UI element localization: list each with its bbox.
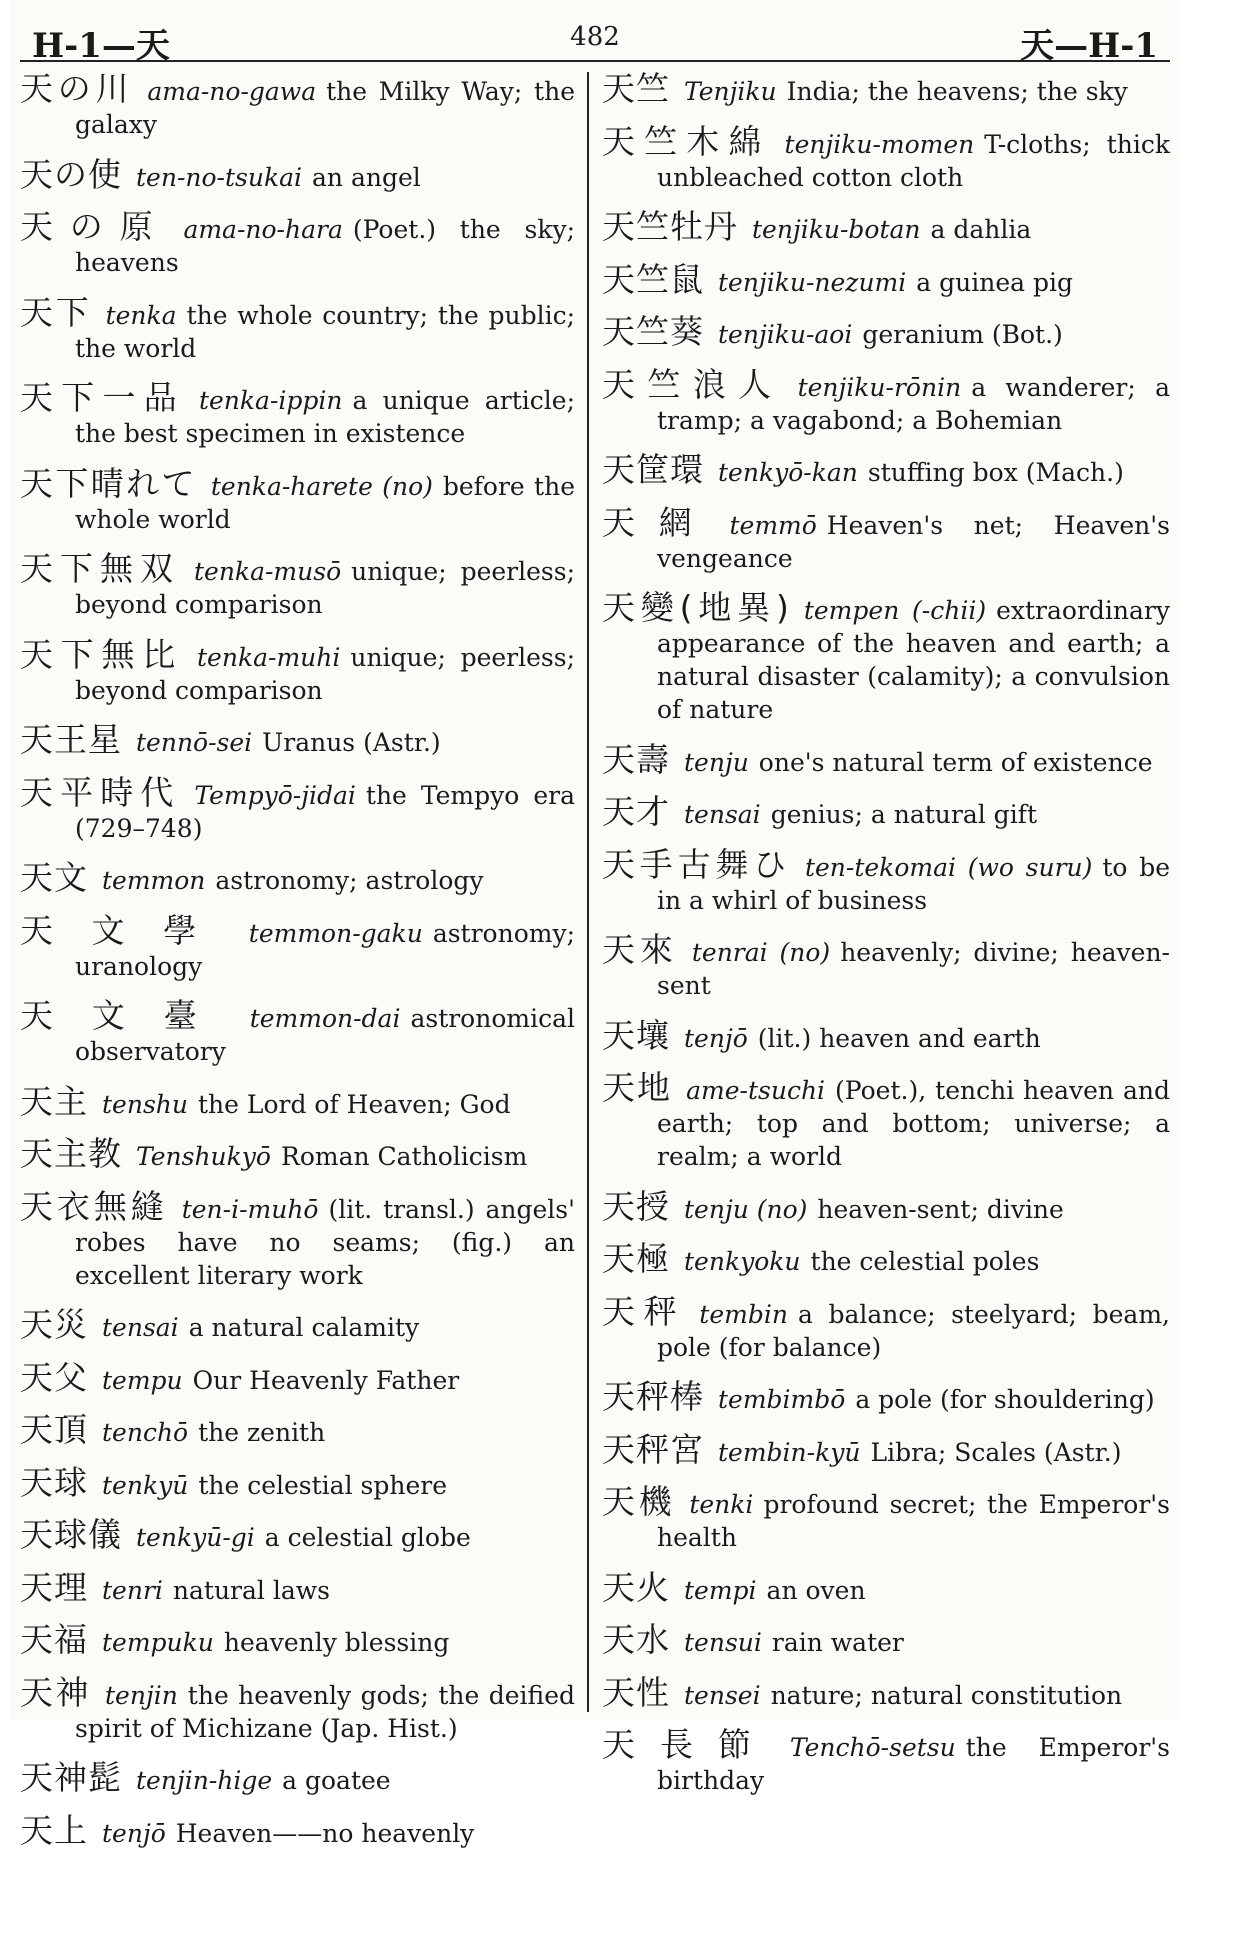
entry-romaji: tenri (102, 1575, 163, 1605)
dictionary-entry (602, 502, 1170, 575)
dictionary-entry (602, 364, 1171, 437)
page-number: 482 (570, 22, 620, 52)
entry-romaji: temmō (729, 510, 817, 540)
entry-romaji: tembin (699, 1299, 788, 1329)
entry-headword: 天文 (20, 858, 88, 897)
dictionary-entry (602, 207, 1170, 246)
entry-headword: 天壽 (602, 739, 670, 779)
dictionary-entry (602, 1567, 1170, 1607)
dictionary-entry (602, 1015, 1170, 1055)
dictionary-entry (602, 1068, 1171, 1173)
entry-definition: a natural calamity (188, 1313, 420, 1342)
entry-definition: natural laws (172, 1575, 330, 1605)
entry-headword: 天才 (602, 792, 670, 831)
dictionary-entry (602, 1377, 1170, 1416)
entry-definition: rain water (771, 1628, 904, 1657)
entry-headword: 天の使 (20, 154, 122, 194)
entry-definition: astronomy; uranology (75, 918, 575, 981)
entry-headword: 天地 (602, 1068, 673, 1107)
entry-headword: 天下 (20, 292, 92, 332)
entry-definition: extraordinary appearance of the heaven and earth; a natural disaster (calamity); a convulsion of nature (657, 596, 1170, 724)
entry-headword: 天下晴れて (20, 463, 197, 503)
entry-definition: India; the heavens; the sky (786, 77, 1128, 106)
entry-headword: 天王星 (20, 720, 122, 759)
dictionary-entry (602, 1725, 1170, 1797)
entry-definition: heavenly; divine; heaven-sent (657, 938, 1170, 1000)
dictionary-entry (20, 1410, 575, 1449)
entry-romaji: tennō-sei (136, 728, 253, 757)
entry-romaji: tenka (105, 300, 177, 330)
dictionary-entry (602, 1291, 1170, 1364)
entry-romaji: tensai (684, 800, 761, 829)
entry-definition: Heaven——no heavenly (175, 1818, 475, 1848)
dictionary-entry (20, 1081, 575, 1121)
entry-headword: 天神髭 (20, 1758, 122, 1797)
entry-romaji: tenjiku-aoi (718, 320, 853, 349)
entry-romaji: tenjin-hige (136, 1766, 273, 1795)
entry-romaji: tempen (-chii) (803, 596, 987, 625)
entry-headword: 天文學 (20, 910, 235, 950)
dictionary-entry (20, 858, 575, 897)
entry-headword: 天來 (602, 930, 678, 969)
entry-romaji: tenkyoku (684, 1247, 801, 1276)
entry-headword: 天性 (602, 1672, 670, 1712)
dictionary-entry (602, 121, 1171, 194)
entry-definition: a wanderer; a tramp; a vagabond; a Bohemian (657, 372, 1171, 435)
dictionary-entry (602, 588, 1170, 726)
entry-headword: 天文臺 (20, 996, 236, 1035)
entry-romaji: tembimbō (718, 1385, 846, 1414)
entry-romaji: tenki (689, 1490, 754, 1519)
dictionary-entry (602, 1239, 1170, 1278)
entry-headword: 天手古舞ひ (602, 844, 791, 884)
entry-romaji: tenju (no) (684, 1194, 808, 1224)
entry-romaji: tenjō (684, 1023, 748, 1053)
dictionary-entry (20, 1305, 575, 1344)
entry-definition: heavenly blessing (223, 1628, 450, 1657)
entry-headword: 天神 (20, 1672, 91, 1712)
entry-headword: 天平時代 (20, 772, 181, 812)
entry-romaji: tenjiku-rōnin (797, 372, 962, 402)
entry-romaji: tenkyū-gi (136, 1523, 255, 1552)
entry-definition: astronomy; astrology (215, 866, 484, 895)
entry-definition: nature; natural constitution (770, 1680, 1123, 1710)
entry-romaji: Tempyō-jidai (194, 780, 356, 810)
entry-headword: 天極 (602, 1239, 670, 1278)
entry-romaji: tenkyū (102, 1470, 189, 1500)
entry-headword: 天水 (602, 1620, 670, 1659)
entry-romaji: ame-tsuchi (686, 1076, 826, 1105)
dictionary-entry (20, 207, 576, 279)
entry-definition: the heavenly gods; the deified spirit of Michizane (Jap. Hist.) (75, 1680, 575, 1743)
entry-headword: 天變(地異) (602, 588, 790, 627)
entry-headword: 天竺牡丹 (602, 207, 738, 246)
entry-definition: the celestial poles (810, 1247, 1040, 1276)
entry-headword: 天下無比 (20, 634, 183, 674)
header-left-guide: H-1—天 (32, 26, 170, 66)
entry-headword: 天秤宮 (602, 1429, 704, 1469)
dictionary-entry (20, 1620, 575, 1659)
entry-headword: 天主 (20, 1081, 88, 1121)
dictionary-entry (20, 720, 575, 759)
entry-headword: 天秤 (602, 1291, 686, 1331)
right-column (602, 69, 1171, 1814)
dictionary-entry (602, 739, 1170, 779)
entry-headword: 天秤棒 (602, 1377, 704, 1416)
entry-definition: (Poet.), tenchi heaven and earth; top and bottom; universe; a realm; a world (657, 1076, 1171, 1171)
dictionary-entry (602, 1482, 1170, 1554)
dictionary-entry (20, 1567, 575, 1607)
dictionary-entry (20, 463, 575, 536)
entry-headword: 天理 (20, 1567, 88, 1607)
entry-romaji: ten-i-muhō (181, 1194, 319, 1224)
entry-romaji: ama-no-hara (183, 215, 343, 244)
entry-headword: 天竺 (602, 69, 670, 108)
entry-definition: T-cloths; thick unbleached cotton cloth (657, 129, 1171, 192)
entry-definition: a balance; steelyard; beam, pole (for balance) (657, 1299, 1170, 1362)
entry-romaji: tenka-muhi (197, 642, 341, 672)
entry-headword: 天竺木綿 (602, 121, 771, 161)
entry-definition: genius; a natural gift (770, 800, 1037, 829)
dictionary-entry (602, 1672, 1170, 1712)
entry-definition: before the whole world (75, 471, 575, 534)
dictionary-entry (20, 1672, 575, 1745)
dictionary-entry (602, 1429, 1170, 1469)
entry-definition: a unique article; the best specimen in existence (75, 386, 576, 448)
entry-definition: a dahlia (930, 215, 1032, 244)
dictionary-entry (602, 930, 1170, 1002)
entry-romaji: ama-no-gawa (147, 77, 317, 106)
dictionary-entry (20, 292, 576, 365)
entry-definition: the Lord of Heaven; God (197, 1089, 511, 1119)
entry-definition: to be in a whirl of business (657, 852, 1171, 915)
entry-headword: 天下一品 (20, 378, 185, 417)
entry-romaji: ten-tekomai (wo suru) (804, 852, 1093, 882)
entry-definition: Libra; Scales (Astr.) (870, 1437, 1122, 1467)
entry-definition: Uranus (Astr.) (262, 728, 441, 757)
dictionary-entry (602, 450, 1170, 489)
entry-headword: 天災 (20, 1305, 88, 1344)
entry-romaji: tenchō (102, 1418, 189, 1447)
entry-definition: heaven-sent; divine (817, 1194, 1064, 1224)
entry-definition: (Poet.) the sky; heavens (75, 215, 576, 277)
entry-definition: unique; peerless; beyond comparison (75, 557, 576, 619)
entry-definition: the whole country; the public; the world (75, 300, 576, 363)
entry-definition: Roman Catholicism (281, 1142, 528, 1171)
entry-romaji: Tenjiku (684, 77, 777, 106)
entry-romaji: tensei (684, 1680, 761, 1710)
left-column (20, 69, 576, 1866)
entry-headword: 天竺鼠 (602, 259, 704, 299)
entry-romaji: tenjiku-nezumi (718, 267, 907, 297)
entry-romaji: tenju (684, 747, 749, 777)
entry-headword: 天授 (602, 1186, 670, 1226)
entry-definition: a pole (for shouldering) (855, 1385, 1155, 1414)
dictionary-entry (602, 792, 1170, 831)
page-header (20, 14, 1170, 66)
entry-definition: the celestial sphere (198, 1470, 447, 1500)
entry-definition: Our Heavenly Father (192, 1365, 460, 1395)
dictionary-entry (20, 772, 575, 845)
dictionary-entry (20, 378, 576, 450)
entry-headword: 天竺葵 (602, 312, 704, 351)
entry-romaji: temmon (102, 866, 206, 895)
entry-definition: a guinea pig (916, 267, 1073, 297)
dictionary-entry (602, 69, 1170, 108)
entry-romaji: tenrai (no) (691, 938, 831, 967)
dictionary-entry (20, 549, 576, 621)
entry-romaji: tenjin (105, 1680, 178, 1710)
entry-definition: a celestial globe (264, 1523, 471, 1552)
entry-romaji: tembin-kyū (718, 1437, 861, 1467)
entry-romaji: temmon-gaku (248, 918, 423, 948)
entry-headword: 天竺浪人 (602, 364, 784, 404)
entry-headword: 天機 (602, 1482, 676, 1521)
entry-headword: 天球儀 (20, 1515, 122, 1554)
entry-romaji: tenjō (102, 1818, 166, 1848)
entry-romaji: tenka-ippin (198, 386, 343, 415)
entry-headword: 天壤 (602, 1015, 670, 1055)
entry-romaji: Tenshukyō (136, 1142, 271, 1171)
dictionary-entry (20, 1462, 575, 1502)
dictionary-entry (20, 1758, 575, 1797)
entry-romaji: Tenchō-setsu (789, 1733, 956, 1762)
entry-headword: 天火 (602, 1567, 670, 1607)
entry-definition: a goatee (282, 1766, 391, 1795)
entry-romaji: tempuku (102, 1628, 214, 1657)
entry-definition: (lit. transl.) angels' robes have no seams; (fig.) an excellent literary work (75, 1194, 575, 1290)
entry-definition: geranium (Bot.) (862, 320, 1063, 349)
entry-romaji: tenjiku-botan (752, 215, 921, 244)
entry-romaji: tenjiku-momen (784, 129, 975, 159)
dictionary-entry (20, 910, 575, 983)
entry-definition: the zenith (198, 1418, 326, 1447)
entry-romaji: temmon-dai (249, 1004, 401, 1033)
entry-romaji: tenshu (102, 1089, 188, 1119)
entry-definition: astronomical observatory (75, 1004, 575, 1066)
dictionary-entry (20, 634, 575, 707)
entry-romaji: ten-no-tsukai (136, 162, 303, 192)
entry-definition: Heaven's net; Heaven's vengeance (657, 510, 1170, 573)
entry-headword: 天網 (602, 502, 716, 542)
entry-headword: 天父 (20, 1357, 88, 1397)
column-divider (587, 72, 589, 1712)
entry-headword: 天の川 (20, 69, 134, 108)
dictionary-entry (20, 69, 575, 141)
entry-definition: an angel (312, 162, 421, 192)
dictionary-entry (602, 844, 1171, 917)
header-right-guide: 天—H-1 (1020, 26, 1158, 66)
dictionary-entry (20, 1134, 575, 1173)
entry-romaji: tenkyō-kan (718, 458, 858, 487)
entry-definition: (lit.) heaven and earth (757, 1023, 1041, 1053)
dictionary-entry (602, 259, 1170, 299)
entry-headword: 天福 (20, 1620, 88, 1659)
dictionary-entry (20, 996, 575, 1068)
entry-headword: 天下無双 (20, 549, 180, 588)
entry-definition: one's natural term of existence (758, 747, 1153, 777)
dictionary-entry (20, 1357, 575, 1397)
dictionary-entry (20, 1810, 575, 1850)
entry-headword: 天衣無縫 (20, 1186, 168, 1226)
entry-headword: 天長節 (602, 1725, 776, 1764)
dictionary-entry (602, 1186, 1170, 1226)
entry-romaji: tenka-musō (193, 557, 342, 586)
entry-headword: 天筐環 (602, 450, 704, 489)
dictionary-page (10, 0, 1180, 1850)
entry-definition: the Emperor's birthday (657, 1733, 1170, 1795)
entry-definition: stuffing box (Mach.) (867, 458, 1124, 487)
entry-romaji: tensui (684, 1628, 762, 1657)
dictionary-entry (20, 1186, 575, 1292)
entry-definition: the Tempyo era (729–748) (75, 780, 575, 843)
entry-headword: 天主教 (20, 1134, 122, 1173)
dictionary-entry (20, 1515, 575, 1554)
entry-headword: 天上 (20, 1810, 88, 1850)
entry-romaji: tempi (684, 1575, 757, 1605)
dictionary-entry (602, 312, 1170, 351)
entry-definition: an oven (766, 1575, 866, 1605)
dictionary-entry (602, 1620, 1170, 1659)
entry-headword: 天の原 (20, 207, 170, 246)
dictionary-entry (20, 154, 575, 194)
entry-headword: 天頂 (20, 1410, 88, 1449)
entry-romaji: tensai (102, 1313, 179, 1342)
entry-definition: profound secret; the Emperor's health (657, 1490, 1170, 1552)
entry-headword: 天球 (20, 1462, 88, 1502)
entry-romaji: tenka-harete (no) (210, 471, 433, 501)
entry-romaji: tempu (102, 1365, 183, 1395)
entry-definition: unique; peerless; beyond comparison (75, 642, 575, 705)
entry-definition: the Milky Way; the galaxy (75, 77, 575, 139)
